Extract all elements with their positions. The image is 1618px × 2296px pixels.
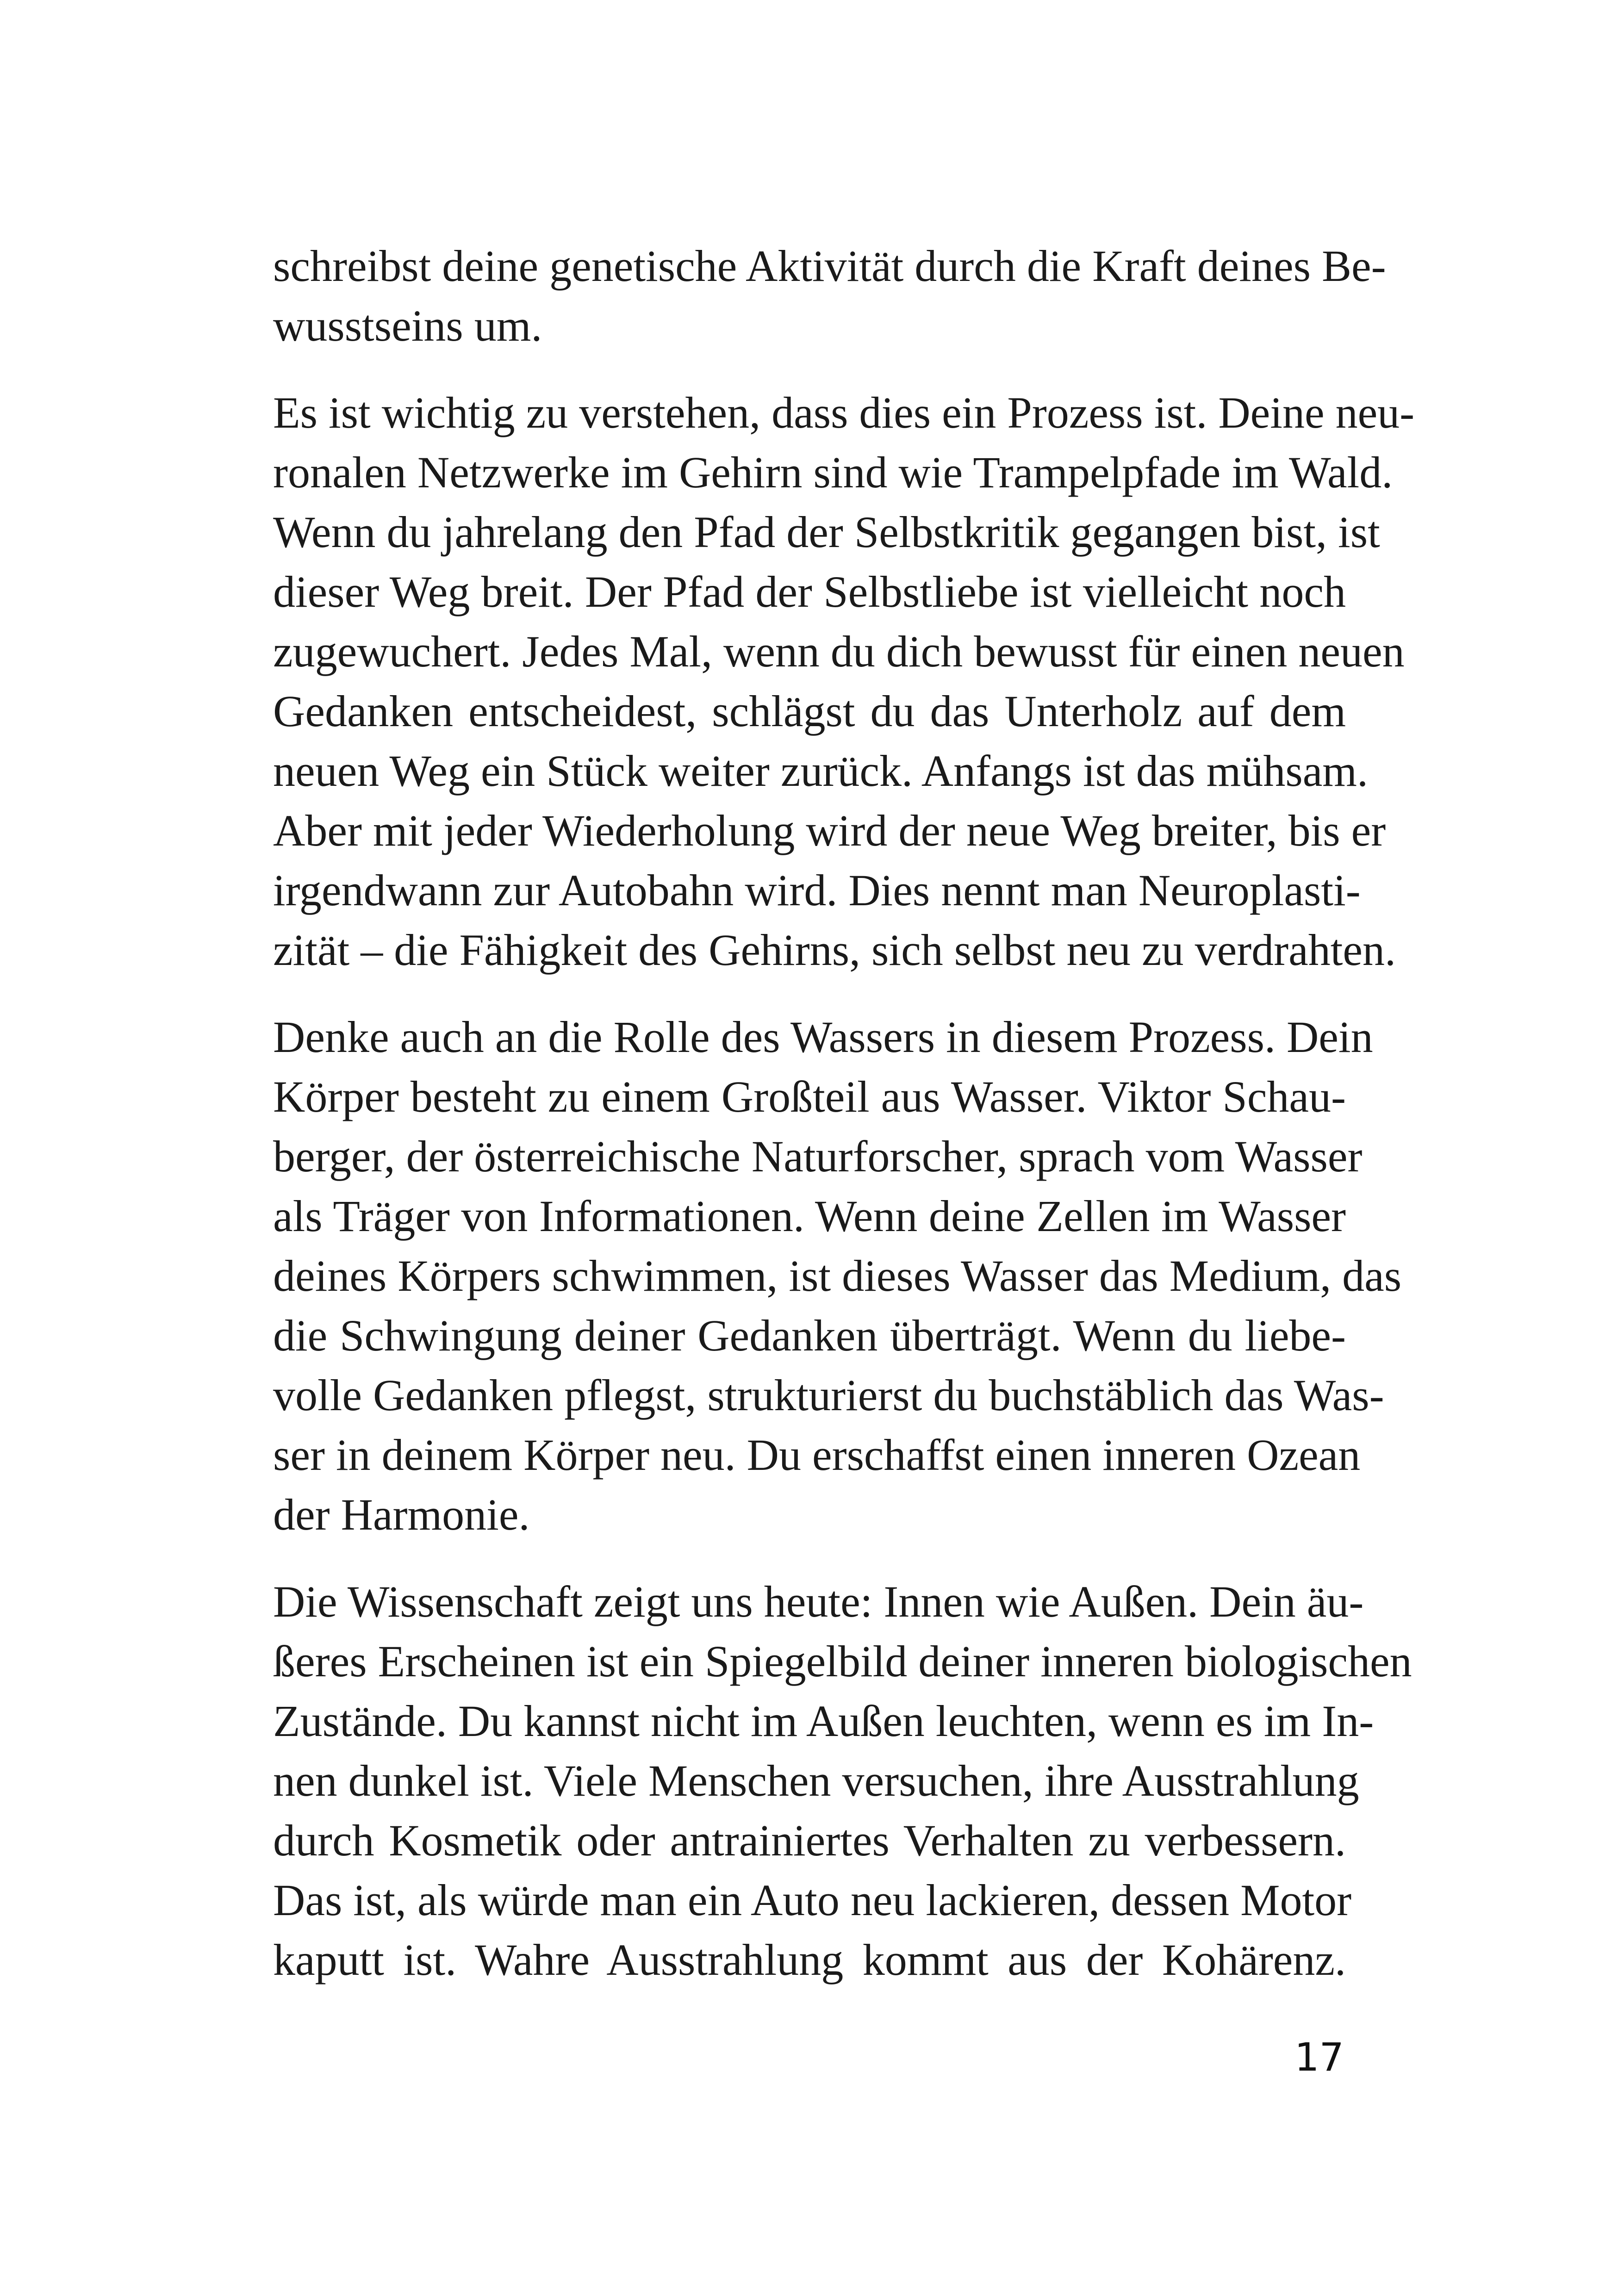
- text-line: Die Wissenschaft zeigt uns heute: Innen wie Außen. Dein äu-: [273, 1577, 1364, 1626]
- text-line: irgendwann zur Autobahn wird. Dies nennt man Neuroplasti-: [273, 865, 1361, 915]
- text-line: Das ist, als würde man ein Auto neu lackieren, dessen Motor: [273, 1875, 1352, 1925]
- text-line: ser in deinem Körper neu. Du erschaffst einen inneren Ozean: [273, 1430, 1361, 1480]
- text-line: deines Körpers schwimmen, ist dieses Wasser das Medium, das: [273, 1251, 1402, 1300]
- paragraph: [273, 236, 1386, 355]
- body-text: [273, 236, 1415, 2017]
- text-line: wusstseins um.: [273, 301, 542, 350]
- text-line: dieser Weg breit. Der Pfad der Selbstliebe ist vielleicht noch: [273, 567, 1346, 616]
- text-line: als Träger von Informationen. Wenn deine Zellen im Wasser: [273, 1191, 1346, 1241]
- text-line: Zustände. Du kannst nicht im Außen leuchten, wenn es im In-: [273, 1696, 1374, 1746]
- text-line: volle Gedanken pflegst, strukturierst du buchstäblich das Was-: [273, 1370, 1384, 1420]
- text-line: zität – die Fähigkeit des Gehirns, sich selbst neu zu verdrahten.: [273, 925, 1396, 975]
- text-line: schreibst deine genetische Aktivität durch die Kraft deines Be-: [273, 241, 1386, 291]
- text-line: ronalen Netzwerke im Gehirn sind wie Trampelpfade im Wald.: [273, 448, 1393, 497]
- text-line: zugewuchert. Jedes Mal, wenn du dich bewusst für einen neuen: [273, 627, 1405, 676]
- text-line: durch Kosmetik oder antrainiertes Verhalten zu verbessern.: [273, 1816, 1346, 1865]
- text-line: Es ist wichtig zu verstehen, dass dies ein Prozess ist. Deine neu-: [273, 388, 1415, 437]
- paragraph: [273, 1572, 1412, 1990]
- text-line: Wenn du jahrelang den Pfad der Selbstkritik gegangen bist, ist: [273, 507, 1380, 557]
- text-line: kaputt ist. Wahre Ausstrahlung kommt aus der Kohärenz.: [273, 1935, 1346, 1985]
- text-line: Körper besteht zu einem Großteil aus Wasser. Viktor Schau-: [273, 1072, 1346, 1121]
- text-line: die Schwingung deiner Gedanken überträgt. Wenn du liebe-: [273, 1311, 1346, 1360]
- text-line: Denke auch an die Rolle des Wassers in diesem Prozess. Dein: [273, 1012, 1373, 1062]
- text-line: der Harmonie.: [273, 1490, 530, 1539]
- text-line: neuen Weg ein Stück weiter zurück. Anfangs ist das mühsam.: [273, 746, 1368, 796]
- paragraph: [273, 1007, 1402, 1544]
- text-line: Aber mit jeder Wiederholung wird der neue Weg breiter, bis er: [273, 806, 1386, 855]
- text-line: berger, der österreichische Naturforscher, sprach vom Wasser: [273, 1132, 1363, 1181]
- text-line: nen dunkel ist. Viele Menschen versuchen, ihre Ausstrahlung: [273, 1756, 1359, 1805]
- page-number: 17: [1294, 2035, 1344, 2080]
- text-line: ßeres Erscheinen ist ein Spiegelbild deiner inneren biologischen: [273, 1636, 1412, 1686]
- paragraph: [273, 383, 1415, 980]
- text-line: Gedanken entscheidest, schlägst du das Unterholz auf dem: [273, 686, 1346, 736]
